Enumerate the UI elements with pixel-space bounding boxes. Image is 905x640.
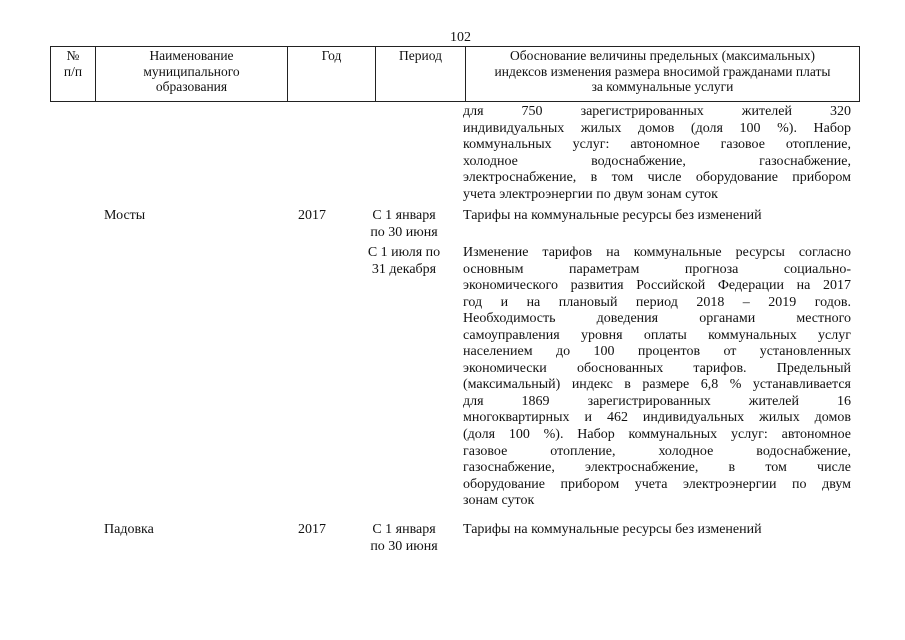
text-line: индивидуальных жилых домов (доля 100 %). Набор xyxy=(463,120,851,136)
period-line: С 1 января xyxy=(372,522,436,537)
justification-text: Тарифы на коммунальные ресурсы без изменений xyxy=(463,522,762,537)
period-cell xyxy=(358,245,450,278)
text-line: коммунальных услуг: автономное газовое отопление, xyxy=(463,137,851,153)
header-justification-line: за коммунальные услуги xyxy=(591,79,734,94)
page-number: 102 xyxy=(450,30,471,45)
header-municipality xyxy=(95,47,287,101)
period-line: С 1 июля по xyxy=(367,245,441,260)
text-line: учета электроэнергии по двум зонам суток xyxy=(463,186,718,202)
text-line: экономического развития Российской Федерации на 2017 xyxy=(463,278,851,294)
table-header xyxy=(50,46,860,102)
period-line: по 30 июня xyxy=(370,224,438,240)
text-line: населением до 100 процентов от установленных xyxy=(463,344,851,360)
text-line: газовое отопление, холодное водоснабжение, xyxy=(463,443,851,459)
text-line: зонам суток xyxy=(463,493,535,509)
text-line: экономически обоснованных тарифов. Предельный xyxy=(463,360,851,376)
text-line: для 750 зарегистрированных жителей 320 xyxy=(463,104,851,119)
year-value: 2017 xyxy=(298,208,326,223)
header-justification-line: индексов изменения размера вносимой гражданами платы xyxy=(494,63,831,79)
text-line: газоснабжение, электроснабжение, в том числе xyxy=(463,460,851,476)
header-number-line: № xyxy=(66,48,80,63)
header-municipality-line: Наименование xyxy=(149,48,234,63)
text-line: (максимальный) индекс в размере 6,8 % устанавливается xyxy=(463,377,851,393)
header-justification xyxy=(465,47,859,101)
continuation-text xyxy=(463,104,851,203)
period-line: С 1 января xyxy=(372,208,436,223)
period-cell xyxy=(358,522,450,555)
header-number-line: п/п xyxy=(63,63,83,79)
text-line: холодное водоснабжение, газоснабжение, xyxy=(463,153,851,169)
header-number xyxy=(51,47,95,101)
year-value: 2017 xyxy=(298,522,326,537)
header-justification-line: Обоснование величины предельных (максимальных) xyxy=(510,48,815,63)
text-line: основным параметрам прогноза социально- xyxy=(463,261,851,277)
period-line: по 30 июня xyxy=(370,538,438,554)
text-line: год и на плановый период 2018 – 2019 годов. xyxy=(463,294,851,310)
text-line: многоквартирных и 462 индивидуальных жилых домов xyxy=(463,410,851,426)
text-line: электроснабжение, в том числе оборудование прибором xyxy=(463,170,851,186)
municipality-name: Падовка xyxy=(104,522,154,537)
text-line: оборудование прибором учета электроэнергии по двум xyxy=(463,476,851,492)
header-period: Период xyxy=(375,47,465,101)
municipality-name: Мосты xyxy=(104,208,146,223)
justification-text xyxy=(463,245,851,510)
text-line: (доля 100 %). Набор коммунальных услуг: автономное xyxy=(463,427,851,443)
justification-text: Тарифы на коммунальные ресурсы без изменений xyxy=(463,208,762,223)
text-line: для 1869 зарегистрированных жителей 16 xyxy=(463,393,851,409)
text-line: Необходимость доведения органами местного xyxy=(463,311,851,327)
header-municipality-line: образования xyxy=(155,79,228,94)
text-line: самоуправления уровня оплаты коммунальных услуг xyxy=(463,327,851,343)
text-line: Изменение тарифов на коммунальные ресурсы согласно xyxy=(463,245,851,260)
header-municipality-line: муниципального xyxy=(143,63,240,79)
period-cell xyxy=(358,208,450,241)
period-line: 31 декабря xyxy=(371,261,437,277)
header-year: Год xyxy=(287,47,375,101)
